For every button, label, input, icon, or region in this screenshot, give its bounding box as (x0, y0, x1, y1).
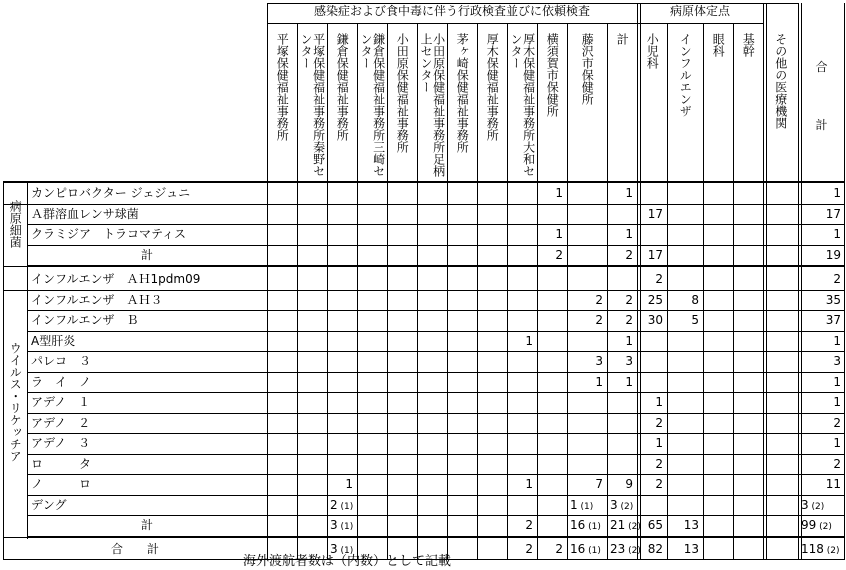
table-cell (570, 499, 593, 512)
cell-value: 1 (570, 497, 578, 512)
table-cell: 3 (595, 354, 603, 368)
column-header-other (763, 33, 798, 173)
table-cell: 9 (625, 477, 633, 491)
cell-value: 2 (330, 497, 338, 512)
row-label: アデノ ３ (31, 436, 91, 450)
table-cell: 30 (647, 313, 663, 327)
row-line (27, 515, 845, 516)
table-cell: 2 (525, 541, 533, 556)
column-header-text: インフルエンザ (678, 33, 693, 117)
row-line (27, 372, 845, 373)
table-cell: 37 (825, 313, 841, 327)
column-header (733, 33, 763, 179)
column-header-text: 藤沢市保健所 (580, 33, 595, 105)
row-label: クラミジア トラコマティス (31, 227, 187, 241)
row-label: インフルエンザ ＡＨ３ (31, 292, 163, 307)
cell-overseas-count: (2) (808, 501, 825, 512)
table-cell: 1 (833, 374, 841, 389)
table-cell: 2 (625, 313, 633, 327)
table-cell: 2 (655, 272, 663, 286)
row-line (27, 310, 845, 311)
column-header-text: 計 (615, 33, 630, 45)
total-separator (3, 537, 845, 538)
table-cell: 13 (683, 541, 699, 556)
column-header (637, 33, 667, 179)
column-header (667, 33, 703, 179)
row-line (27, 474, 845, 475)
table-cell: 5 (691, 313, 699, 327)
table-cell: 11 (825, 477, 841, 491)
table-cell: 1 (625, 227, 633, 241)
column-header (357, 33, 387, 179)
table-cell: 8 (691, 292, 699, 307)
cell-overseas-count: (2) (617, 501, 634, 512)
row-label: デング (31, 497, 67, 512)
row-line (3, 290, 845, 291)
cell-value: 16 (570, 518, 586, 532)
table-cell: 65 (647, 518, 663, 532)
row-line (27, 433, 845, 434)
column-header-text: 厚木保健福祉事務所大和センター (509, 33, 536, 177)
cell-overseas-count: (2) (625, 545, 641, 556)
table-cell: 3 (833, 354, 841, 368)
header-bottom-border-2 (3, 182, 845, 183)
table-cell: 19 (825, 247, 841, 262)
table-cell (801, 543, 840, 556)
cell-value: 23 (610, 541, 626, 556)
column-header (417, 33, 447, 179)
table-cell: 2 (833, 415, 841, 430)
row-label: カンピロバクター ジェジュニ (31, 186, 191, 200)
table-cell (610, 499, 633, 512)
inspection-table (3, 3, 845, 556)
row-label: ロ タ (31, 456, 92, 471)
table-cell: 1 (625, 374, 633, 389)
cell-value: 3 (801, 497, 809, 512)
group2-underline (637, 23, 763, 24)
row-line (27, 413, 845, 414)
cell-overseas-count: (1) (337, 522, 354, 532)
cell-value: 99 (801, 518, 817, 532)
cell-overseas-count: (2) (625, 522, 641, 532)
table-right-border (844, 3, 845, 560)
column-header (567, 33, 607, 179)
row-line (27, 331, 845, 332)
table-cell: 17 (647, 247, 663, 262)
cell-value: 21 (610, 518, 626, 532)
cell-overseas-count: (1) (577, 501, 594, 512)
table-cell (801, 499, 824, 512)
row-line (27, 495, 845, 496)
group1-underline (267, 23, 637, 24)
row-line (27, 392, 845, 393)
group-col-line (27, 183, 28, 539)
row-line (27, 454, 845, 455)
table-cell: 2 (625, 292, 633, 307)
cell-overseas-count: (1) (337, 545, 354, 556)
column-header (327, 33, 357, 179)
table-cell: 2 (595, 313, 603, 327)
cell-value: 3 (610, 497, 618, 512)
table-cell: 2 (555, 247, 563, 262)
column-header (387, 33, 417, 179)
table-cell: 1 (833, 436, 841, 450)
table-cell: 7 (595, 477, 603, 491)
group-label-text: ウイルス・リケッチア (8, 342, 23, 463)
column-header-text: 鎌倉保健福祉事務所 (335, 33, 350, 141)
column-header (507, 33, 537, 179)
row-label: Ａ群溶血レンサ球菌 (31, 206, 139, 221)
row-label: インフルエンザ ＡＨ1pdm09 (31, 272, 201, 286)
table-cell: 1 (555, 186, 563, 200)
row-label: アデノ １ (31, 395, 91, 409)
row-label: A型肝炎 (31, 333, 76, 348)
total-header-bottom: 計 (815, 118, 828, 132)
row-line (27, 224, 845, 225)
table-cell: 1 (555, 227, 563, 241)
group-separator (3, 266, 845, 267)
table-cell: 25 (647, 292, 663, 307)
column-header-text: 小児科 (645, 33, 660, 69)
subtotal-label: 計 (140, 247, 153, 262)
column-header-text: 平塚保健福祉事務所秦野センター (299, 33, 326, 177)
total-header-top: 合 (815, 60, 828, 74)
cell-value: 3 (330, 518, 338, 532)
table-cell: 1 (525, 477, 533, 491)
table-cell: 2 (525, 518, 533, 532)
row-line (3, 204, 845, 205)
table-cell (570, 519, 601, 532)
table-cell: 1 (625, 186, 633, 200)
table-cell (330, 519, 353, 532)
row-label: インフルエンザ Ｂ (31, 313, 139, 327)
cell-overseas-count: (1) (585, 545, 601, 556)
table-cell: 1 (833, 333, 841, 348)
row-label: パレコ ３ (31, 354, 92, 368)
cell-value: 3 (330, 541, 338, 556)
table-cell: 2 (655, 456, 663, 471)
column-header-text: 基幹 (741, 33, 756, 57)
table-cell: 17 (825, 206, 841, 221)
row-label: ノ ロ (31, 477, 92, 491)
footnote: 海外渡航者数は（内数）として記載 (243, 554, 452, 569)
cell-value: 16 (570, 541, 586, 556)
cell-overseas-count: (2) (823, 545, 840, 556)
table-cell (801, 519, 832, 532)
table-cell (570, 543, 601, 556)
table-cell: 2 (833, 272, 841, 286)
column-header (447, 33, 477, 179)
group-label (3, 183, 27, 265)
column-header-text: 横須賀市保健所 (545, 33, 560, 117)
column-header-text: 茅ヶ崎保健福祉事務所 (455, 33, 470, 153)
table-cell: 1 (625, 333, 633, 348)
column-header-text: 鎌倉保健福祉事務所三崎センター (359, 33, 386, 177)
table-cell: 1 (525, 333, 533, 348)
row-label: アデノ ２ (31, 415, 91, 430)
column-header (703, 33, 733, 179)
table-cell: 2 (655, 415, 663, 430)
column-header-text: 厚木保健福祉事務所 (485, 33, 500, 141)
cell-overseas-count: (1) (585, 522, 601, 532)
table-cell: 17 (647, 206, 663, 221)
column-header-text: 眼科 (711, 33, 726, 57)
table-cell: 82 (647, 541, 663, 556)
row-line (27, 351, 845, 352)
table-cell: 2 (655, 477, 663, 491)
column-header (267, 33, 297, 179)
column-header-text: 平塚保健福祉事務所 (275, 33, 290, 141)
column-header-text: 小田原保健福祉事務所 (395, 33, 410, 153)
column-header (477, 33, 507, 179)
table-cell: 1 (833, 395, 841, 409)
table-cell: 1 (595, 374, 603, 389)
table-cell: 2 (625, 247, 633, 262)
cell-value: 118 (801, 541, 824, 556)
cell-overseas-count: (2) (816, 522, 832, 532)
table-cell: 2 (555, 541, 563, 556)
table-cell: 1 (345, 477, 353, 491)
row-line (27, 245, 845, 246)
column-header-text: 小田原保健福祉事務所足柄上センター (419, 33, 446, 177)
table-cell: 2 (833, 456, 841, 471)
cell-overseas-count: (1) (337, 501, 354, 512)
table-cell (330, 499, 353, 512)
row-label: ラ イ ノ (31, 374, 92, 389)
group-label-text: 病原細菌 (8, 200, 23, 248)
table-cell: 1 (655, 395, 663, 409)
column-header (297, 33, 327, 179)
table-cell: 2 (595, 292, 603, 307)
table-cell: 3 (625, 354, 633, 368)
group2-header: 病原体定点 (669, 4, 730, 18)
column-header-text: その他の医療機関 (773, 33, 788, 129)
table-cell: 35 (825, 292, 841, 307)
group-label (3, 269, 27, 536)
group1-header: 感染症および食中毒に伴う行政検査並びに依頼検査 (313, 4, 590, 18)
table-cell: 1 (655, 436, 663, 450)
column-header (537, 33, 567, 179)
table-cell: 13 (683, 518, 699, 532)
subtotal-label: 計 (140, 518, 153, 532)
table-cell: 1 (833, 186, 841, 200)
grand-total-label: 合 計 (110, 541, 159, 556)
table-cell: 1 (833, 227, 841, 241)
column-header (607, 33, 637, 179)
